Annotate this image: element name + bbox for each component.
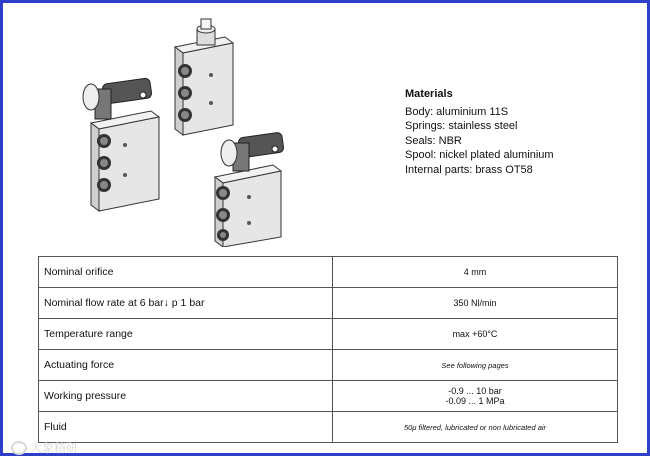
table-row [39, 381, 618, 412]
watermark-text: 大象精研 [30, 441, 79, 455]
spec-value: max +60°C [333, 319, 618, 350]
table-row [39, 257, 618, 288]
material-springs: Springs: stainless steel [405, 120, 518, 133]
table-row [39, 412, 618, 443]
specifications-table [38, 256, 618, 443]
spec-label: Nominal orifice [39, 257, 333, 288]
valve-illustration [73, 15, 343, 247]
watermark [11, 439, 78, 456]
material-seals: Seals: NBR [405, 134, 462, 147]
watermark-logo-icon [11, 441, 27, 455]
spec-value: See following pages [333, 350, 618, 381]
spec-value: 4 mm [333, 257, 618, 288]
materials-title: Materials [405, 88, 453, 100]
material-spool: Spool: nickel plated aluminium [405, 149, 554, 162]
spec-value: 50μ filtered, lubricated or non lubricated air [333, 412, 618, 443]
plunger-valve-top [175, 19, 233, 135]
spec-value-line1: -0.9 ... 10 bar [448, 386, 502, 396]
table-row [39, 319, 618, 350]
roller-lever-valve-right [215, 132, 284, 247]
material-body: Body: aluminium 11S [405, 105, 509, 118]
spec-label: Nominal flow rate at 6 bar↓ p 1 bar [39, 288, 333, 319]
spec-value-line2: -0.09 ... 1 MPa [445, 396, 505, 406]
table-row [39, 288, 618, 319]
spec-label: Temperature range [39, 319, 333, 350]
table-row [39, 350, 618, 381]
roller-lever-valve-left [83, 78, 159, 211]
materials-block [405, 87, 554, 178]
spec-label: Working pressure [39, 381, 333, 412]
spec-value: 350 Nl/min [333, 288, 618, 319]
spec-label: Fluid [39, 412, 333, 443]
spec-value [333, 381, 618, 412]
material-internal-parts: Internal parts: brass OT58 [405, 163, 533, 176]
spec-label: Actuating force [39, 350, 333, 381]
